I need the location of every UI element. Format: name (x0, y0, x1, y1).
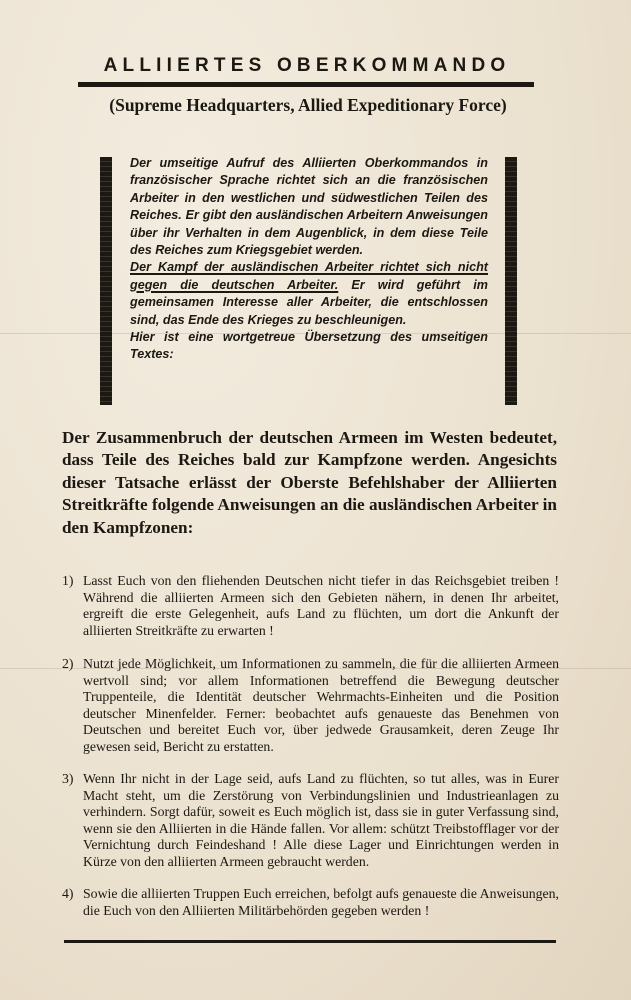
box-right-bar (505, 157, 517, 405)
boxed-note-paragraph-2-rest: Er wird geführt im gemeinsamen Interesse aller Arbeiter, die entschlossen sind, das Ende des Krieges zu beschleunigen. (130, 277, 488, 327)
boxed-note-paragraph-3: Hier ist eine wortgetreue Übersetzung des umseitigen Textes: (130, 330, 488, 362)
header-rule (78, 82, 534, 87)
instruction-text: Lasst Euch von den fliehenden Deutschen nicht tiefer in das Reichsgebiet treiben ! Während die alliierten Armeen sich den Gebieten nähern, in denen Ihr arbeitet, ergreift die erste Gelegenheit, aufs Land zu flüchten, um dort die Ankunft der alliierten Streitkräfte zu erwarten ! (83, 573, 559, 638)
instruction-text: Sowie die alliierten Truppen Euch erreichen, befolgt aufs genaueste die Anweisungen, die Euch von den Alliierten Militärbehörden gegeben werden ! (83, 886, 559, 918)
boxed-note-paragraph-2 (130, 259, 488, 329)
boxed-note-paragraph-1: Der umseitige Aufruf des Alliierten Oberkommandos in französischer Sprache richtet sich an die französischen Arbeiter in den westlichen und südwestlichen Teilen des Reiches. Er gibt den ausländischen Arbeitern Anweisungen über ihr Verhalten in dem Augenblick, in dem diese Teile des Reiches zum Kriegsgebiet werden. (130, 156, 488, 258)
instruction-number: 1) (62, 573, 74, 588)
underlined-statement: Der Kampf der ausländischen Arbeiter richtet sich nicht gegen die deutschen Arbeiter. (130, 260, 488, 292)
header-subtitle: (Supreme Headquarters, Allied Expeditionary Force) (109, 95, 507, 115)
instruction-text: Wenn Ihr nicht in der Lage seid, aufs Land zu flüchten, so tut alles, was in Eurer Macht steht, um die Zerstörung von Verbindungslinien und Industrieanlagen zu verhindern. Sorgt dafür, soweit es Euch möglich ist, dass sie in guter Verfassung sind, wenn sie den Alliierten in die Hände fallen. Vor allem: schützt Treibstofflager vor der Vernichtung durch Feindeshand ! Alle diese Lager und Einrichtungen werden in Kürze von den alliierten Armeen gebraucht werden. (83, 771, 559, 869)
instruction-text: Nutzt jede Möglichkeit, um Informationen zu sammeln, die für die alliierten Armeen wertvoll sind; vor allem Informationen betreffend die Bewegung deutscher Truppenteile, die Identität deutscher Wehrmachts-Einheiten und die Position deutscher Minenfelder. Ferner: beobachtet aufs genaueste das Benehmen von Deutschen und bereitet Euch vor, über jedwede Grausamkeit, deren Zeuge Ihr gewesen seid, Bericht zu erstatten. (83, 656, 559, 754)
instruction-number: 4) (62, 886, 74, 901)
instruction-number: 2) (62, 656, 74, 671)
intro-paragraph: Der Zusammenbruch der deutschen Armeen im Westen bedeutet, dass Teile des Reiches bald zur Kampfzone werden. Angesichts dieser Tatsache erlässt der Oberste Befehlshaber der Alliierten Streitkräfte folgende Anweisungen an die ausländischen Arbeiter in den Kampfzonen: (62, 428, 557, 537)
box-left-bar (100, 157, 112, 405)
boxed-note (130, 155, 488, 364)
bottom-rule (64, 940, 556, 943)
header-title: ALLIIERTES OBERKOMMANDO (103, 55, 511, 76)
instruction-number: 3) (62, 771, 74, 786)
